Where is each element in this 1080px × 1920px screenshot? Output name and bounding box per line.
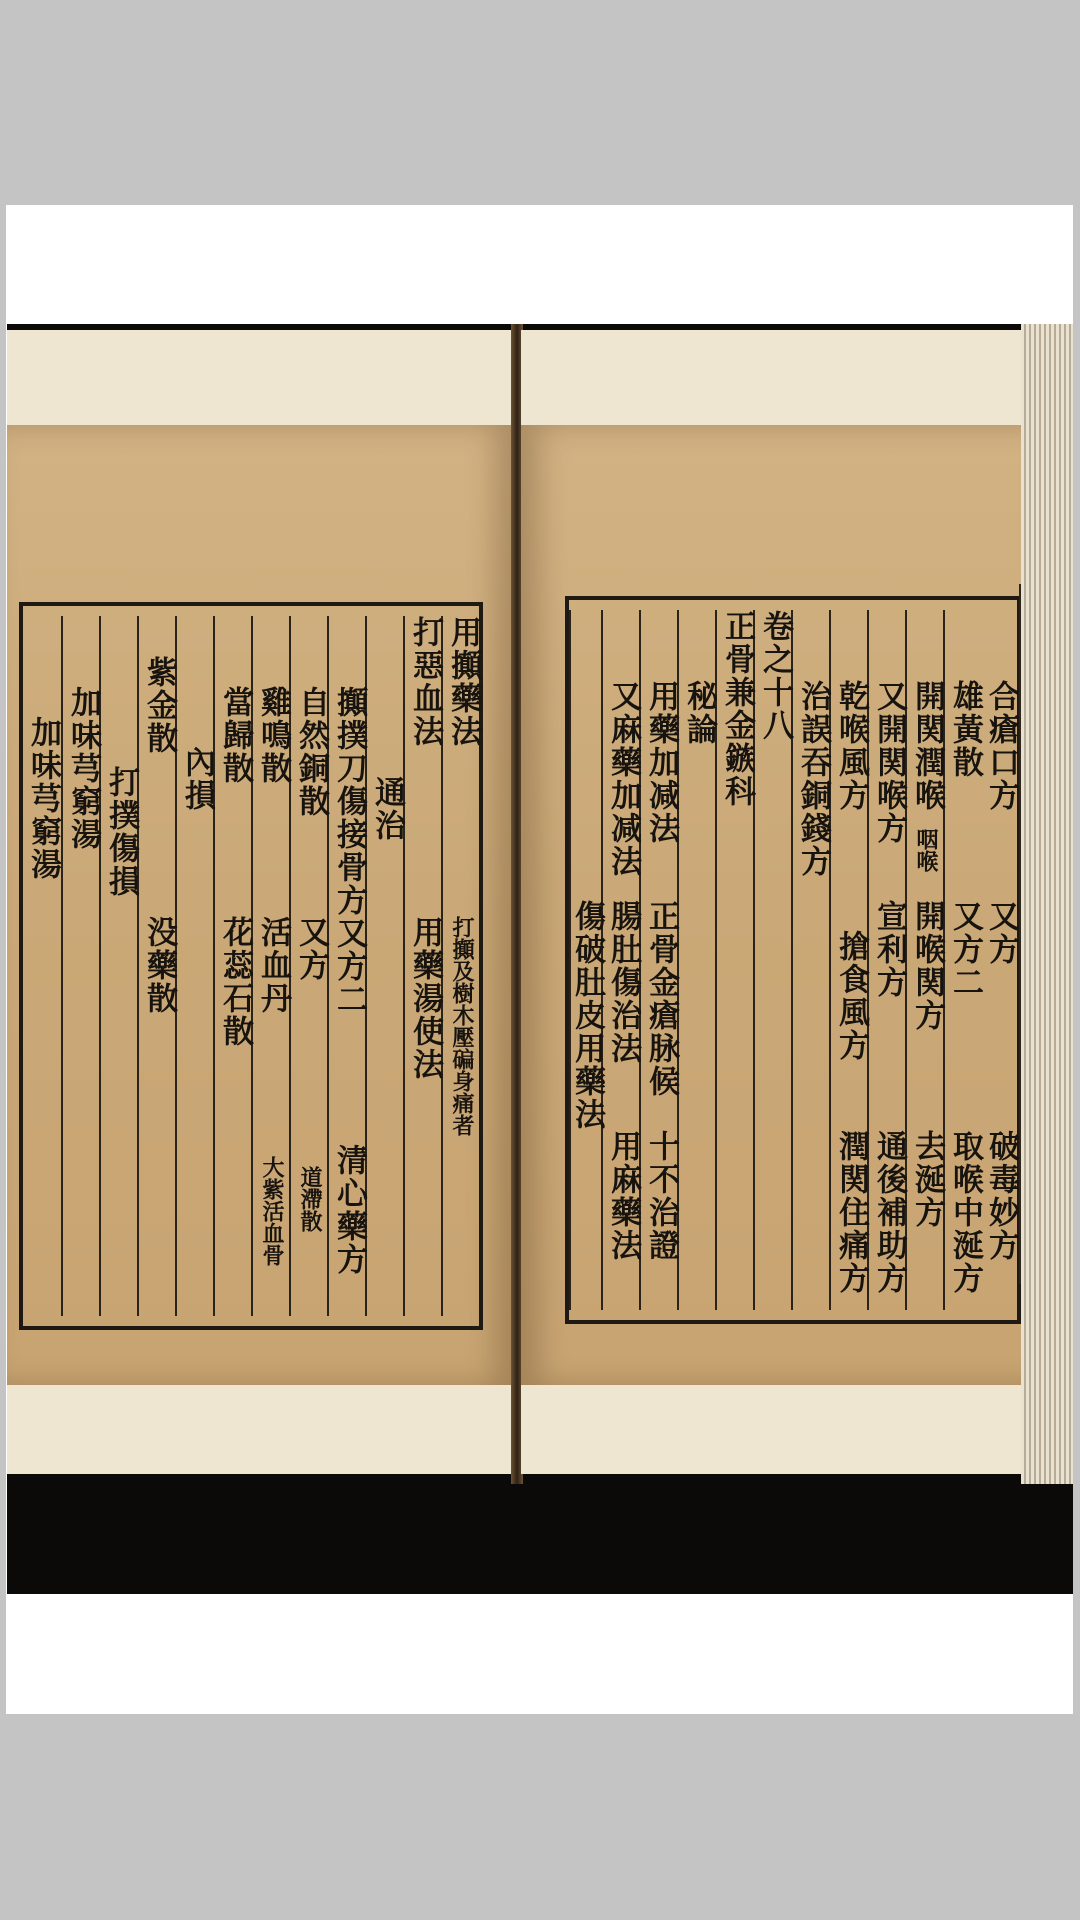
entry: 合瘡口方 [983,680,1019,812]
entry: 通後補助方 [871,1130,907,1295]
entry: 加味芎窮湯 [25,716,61,881]
column [791,610,829,1310]
entry: 取喉中涎方 [947,1130,983,1295]
entry: 自然銅散 [293,686,329,818]
column [289,616,327,1316]
entry: 用藥加减法 [643,680,679,845]
entry: 活血丹 [255,916,291,1015]
entry: 破毒妙方 [983,1130,1019,1262]
entry: 卷之十八 [757,610,793,742]
entry: 乾喉風方 [833,680,869,812]
column [569,610,605,1310]
entry: 潤関住痛方 [833,1130,869,1295]
column [981,610,1019,1310]
entry: 正骨兼金鏃科 [719,610,755,808]
entry: 用麻藥法 [605,1130,641,1262]
entry: 傷破肚皮用藥法 [569,900,605,1131]
entry: 腸肚傷治法 [605,900,641,1065]
entry: 又方 [983,900,1019,966]
column [213,616,251,1316]
left-page [7,330,513,1474]
column [327,616,365,1316]
entry: 用藥湯使法 [407,916,443,1081]
entry: 又方二 [947,900,983,999]
entry: 咽喉 [913,828,939,872]
entry: 開関潤喉 [909,680,945,812]
column [601,610,639,1310]
column [867,610,905,1310]
entry: 開喉関方 [909,900,945,1032]
column [137,616,175,1316]
column [403,616,441,1316]
column [61,616,99,1316]
entry: 十不治證 [643,1130,679,1262]
left-text-block [19,602,483,1330]
entry: 加味芎窮湯 [65,686,101,851]
entry: 內損 [179,746,215,812]
entry: 雄黃散 [947,680,983,779]
column [175,616,213,1316]
entry: 秘論 [681,680,717,746]
entry: 打撲傷損 [103,766,139,898]
column [753,610,791,1310]
column [715,610,753,1310]
entry: 當歸散 [217,686,253,785]
column [639,610,677,1310]
entry: 正骨金瘡脉候 [643,900,679,1098]
entry: 道滯散 [297,1166,323,1232]
entry: 打惡血法 [407,616,443,748]
column [677,610,715,1310]
entry: 没藥散 [141,916,177,1015]
entry: 大紫活血骨 [259,1156,285,1266]
column [23,616,61,1316]
entry: 通治 [369,776,405,842]
column [905,610,943,1310]
column [829,610,867,1310]
entry: 紫金散 [141,656,177,755]
entry: 雞鳴散 [255,686,291,785]
column [943,610,981,1310]
column [441,616,479,1316]
entry: 花蕊石散 [217,916,253,1048]
entry: 宣利方 [871,900,907,999]
entry: 攧撲刀傷接骨方又方二 [331,686,367,1016]
right-text-block [565,596,1021,1324]
entry: 又方 [293,916,329,982]
page-stack-edges [1021,324,1073,1484]
entry: 用攧藥法 [445,616,481,748]
column [99,616,137,1316]
entry: 清心藥方 [331,1144,367,1276]
entry: 又開関喉方 [871,680,907,845]
entry: 搶食風方 [833,930,869,1062]
entry: 打攧及樹木壓碥身痛者 [449,916,475,1136]
entry: 又麻藥加减法 [605,680,641,878]
column [251,616,289,1316]
column [365,616,403,1316]
book-photo [7,324,1073,1594]
entry: 治誤吞銅錢方 [795,680,831,878]
entry: 去涎方 [909,1130,945,1229]
